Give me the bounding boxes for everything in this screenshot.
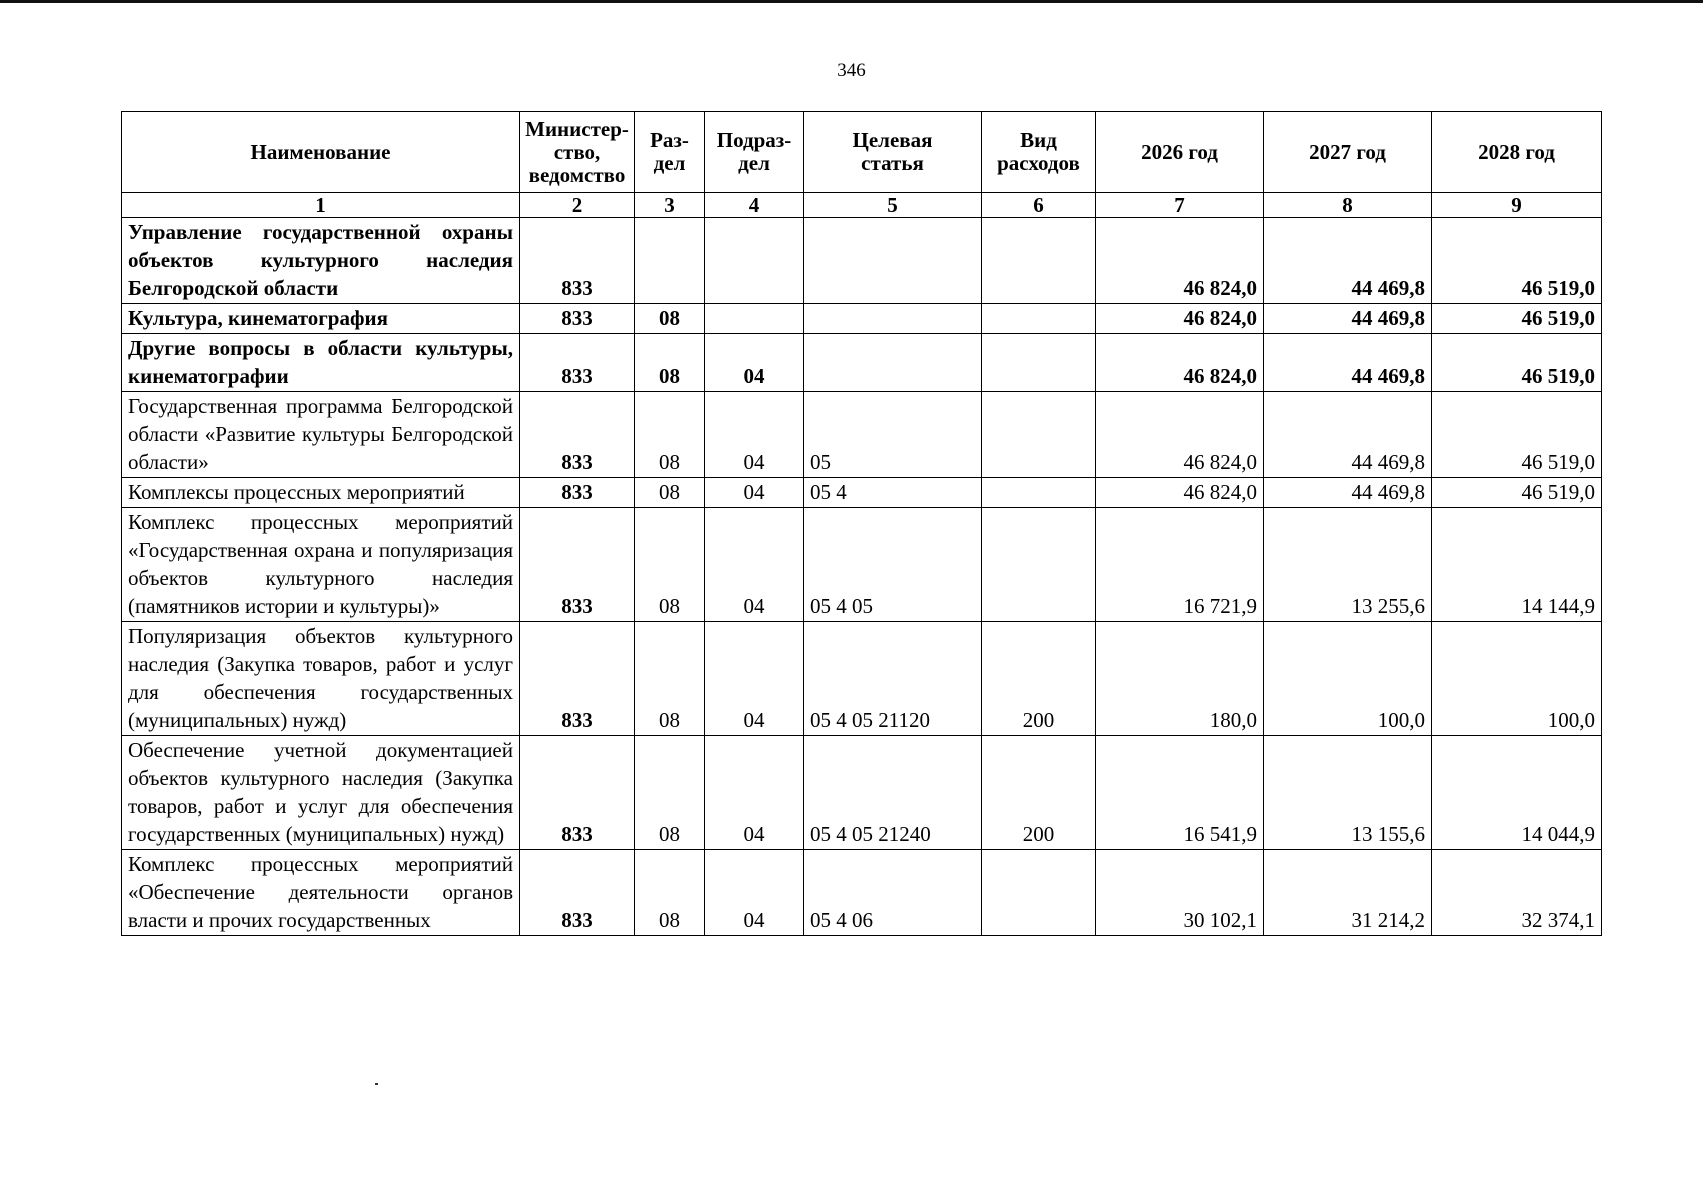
- row-amount-2027: 100,0: [1264, 622, 1432, 736]
- header-expense-type: Вид расходов: [982, 112, 1096, 193]
- table-row: [122, 392, 1602, 478]
- row-name: Обеспечение учетной документацией объектов культурного наследия (Закупка товаров, работ и услуг для обеспечения государственных (муниципальных) нужд): [122, 736, 520, 850]
- row-section-code: 08: [635, 478, 705, 508]
- row-amount-2027: 44 469,8: [1264, 478, 1432, 508]
- column-number: 8: [1264, 193, 1432, 218]
- row-amount-2028: 100,0: [1432, 622, 1602, 736]
- row-subsection-code: 04: [705, 622, 804, 736]
- row-amount-2026: 46 824,0: [1096, 218, 1264, 304]
- row-amount-2028: 46 519,0: [1432, 304, 1602, 334]
- row-target-article: 05 4 05 21240: [804, 736, 982, 850]
- row-name: Управление государственной охраны объектов культурного наследия Белгородской области: [122, 218, 520, 304]
- row-expense-type: 200: [982, 736, 1096, 850]
- top-border-line: [0, 0, 1703, 3]
- row-ministry-code: 833: [520, 304, 635, 334]
- table-row: [122, 736, 1602, 850]
- row-amount-2026: 180,0: [1096, 622, 1264, 736]
- row-amount-2028: 46 519,0: [1432, 218, 1602, 304]
- page-number: 346: [837, 60, 866, 81]
- row-ministry-code: 833: [520, 478, 635, 508]
- row-expense-type: [982, 478, 1096, 508]
- row-expense-type: [982, 508, 1096, 622]
- row-amount-2028: 46 519,0: [1432, 334, 1602, 392]
- row-subsection-code: 04: [705, 508, 804, 622]
- row-target-article: [804, 218, 982, 304]
- header-section: Раз- дел: [635, 112, 705, 193]
- row-subsection-code: 04: [705, 334, 804, 392]
- column-number: 4: [705, 193, 804, 218]
- row-amount-2026: 46 824,0: [1096, 392, 1264, 478]
- header-name: Наименование: [122, 112, 520, 193]
- header-year-2026: 2026 год: [1096, 112, 1264, 193]
- row-section-code: 08: [635, 392, 705, 478]
- row-target-article: 05: [804, 392, 982, 478]
- column-number: 3: [635, 193, 705, 218]
- row-name: Комплексы процессных мероприятий: [122, 478, 520, 508]
- row-subsection-code: 04: [705, 478, 804, 508]
- row-ministry-code: 833: [520, 334, 635, 392]
- row-target-article: [804, 334, 982, 392]
- header-row: [122, 112, 1602, 193]
- row-section-code: 08: [635, 736, 705, 850]
- table-body: [122, 218, 1602, 936]
- row-amount-2027: 31 214,2: [1264, 850, 1432, 936]
- row-subsection-code: 04: [705, 392, 804, 478]
- row-section-code: 08: [635, 334, 705, 392]
- row-expense-type: [982, 392, 1096, 478]
- row-section-code: [635, 218, 705, 304]
- table-row: [122, 334, 1602, 392]
- header-year-2028: 2028 год: [1432, 112, 1602, 193]
- header-subsection: Подраз- дел: [705, 112, 804, 193]
- header-target-article: Целевая статья: [804, 112, 982, 193]
- row-ministry-code: 833: [520, 850, 635, 936]
- row-subsection-code: [705, 304, 804, 334]
- table-row: [122, 850, 1602, 936]
- header-ministry: Министер- ство, ведомство: [520, 112, 635, 193]
- column-number: 6: [982, 193, 1096, 218]
- table-row: [122, 304, 1602, 334]
- stray-mark: [375, 1083, 378, 1085]
- row-amount-2026: 16 721,9: [1096, 508, 1264, 622]
- row-amount-2027: 13 155,6: [1264, 736, 1432, 850]
- row-amount-2026: 46 824,0: [1096, 478, 1264, 508]
- row-target-article: 05 4 06: [804, 850, 982, 936]
- row-name: Государственная программа Белгородской области «Развитие культуры Белгородской области»: [122, 392, 520, 478]
- row-amount-2026: 16 541,9: [1096, 736, 1264, 850]
- column-number: 1: [122, 193, 520, 218]
- column-number: 9: [1432, 193, 1602, 218]
- row-ministry-code: 833: [520, 392, 635, 478]
- row-subsection-code: 04: [705, 850, 804, 936]
- row-target-article: 05 4 05: [804, 508, 982, 622]
- row-expense-type: [982, 304, 1096, 334]
- row-amount-2028: 14 144,9: [1432, 508, 1602, 622]
- row-name: Комплекс процессных мероприятий «Государственная охрана и популяризация объектов культурного наследия (памятников истории и культуры)»: [122, 508, 520, 622]
- header-year-2027: 2027 год: [1264, 112, 1432, 193]
- row-name: Популяризация объектов культурного наследия (Закупка товаров, работ и услуг для обеспечения государственных (муниципальных) нужд): [122, 622, 520, 736]
- row-section-code: 08: [635, 850, 705, 936]
- row-expense-type: [982, 218, 1096, 304]
- row-section-code: 08: [635, 622, 705, 736]
- table-row: [122, 622, 1602, 736]
- row-amount-2028: 32 374,1: [1432, 850, 1602, 936]
- row-name: Комплекс процессных мероприятий «Обеспечение деятельности органов власти и прочих государственных: [122, 850, 520, 936]
- row-amount-2027: 13 255,6: [1264, 508, 1432, 622]
- row-ministry-code: 833: [520, 508, 635, 622]
- row-ministry-code: 833: [520, 622, 635, 736]
- row-section-code: 08: [635, 508, 705, 622]
- table-row: [122, 478, 1602, 508]
- row-amount-2027: 44 469,8: [1264, 392, 1432, 478]
- row-expense-type: 200: [982, 622, 1096, 736]
- table-row: [122, 218, 1602, 304]
- row-expense-type: [982, 850, 1096, 936]
- row-amount-2028: 14 044,9: [1432, 736, 1602, 850]
- row-ministry-code: 833: [520, 218, 635, 304]
- row-target-article: 05 4: [804, 478, 982, 508]
- column-number: 5: [804, 193, 982, 218]
- column-number: 2: [520, 193, 635, 218]
- row-amount-2027: 44 469,8: [1264, 304, 1432, 334]
- row-amount-2028: 46 519,0: [1432, 478, 1602, 508]
- budget-table: [121, 111, 1602, 936]
- row-subsection-code: [705, 218, 804, 304]
- row-amount-2027: 44 469,8: [1264, 218, 1432, 304]
- row-name: Другие вопросы в области культуры, кинематографии: [122, 334, 520, 392]
- row-ministry-code: 833: [520, 736, 635, 850]
- row-subsection-code: 04: [705, 736, 804, 850]
- row-target-article: 05 4 05 21120: [804, 622, 982, 736]
- column-number-row: [122, 193, 1602, 218]
- row-target-article: [804, 304, 982, 334]
- row-amount-2026: 46 824,0: [1096, 334, 1264, 392]
- row-expense-type: [982, 334, 1096, 392]
- row-amount-2026: 30 102,1: [1096, 850, 1264, 936]
- row-amount-2028: 46 519,0: [1432, 392, 1602, 478]
- row-amount-2027: 44 469,8: [1264, 334, 1432, 392]
- row-amount-2026: 46 824,0: [1096, 304, 1264, 334]
- row-section-code: 08: [635, 304, 705, 334]
- row-name: Культура, кинематография: [122, 304, 520, 334]
- column-number: 7: [1096, 193, 1264, 218]
- table-row: [122, 508, 1602, 622]
